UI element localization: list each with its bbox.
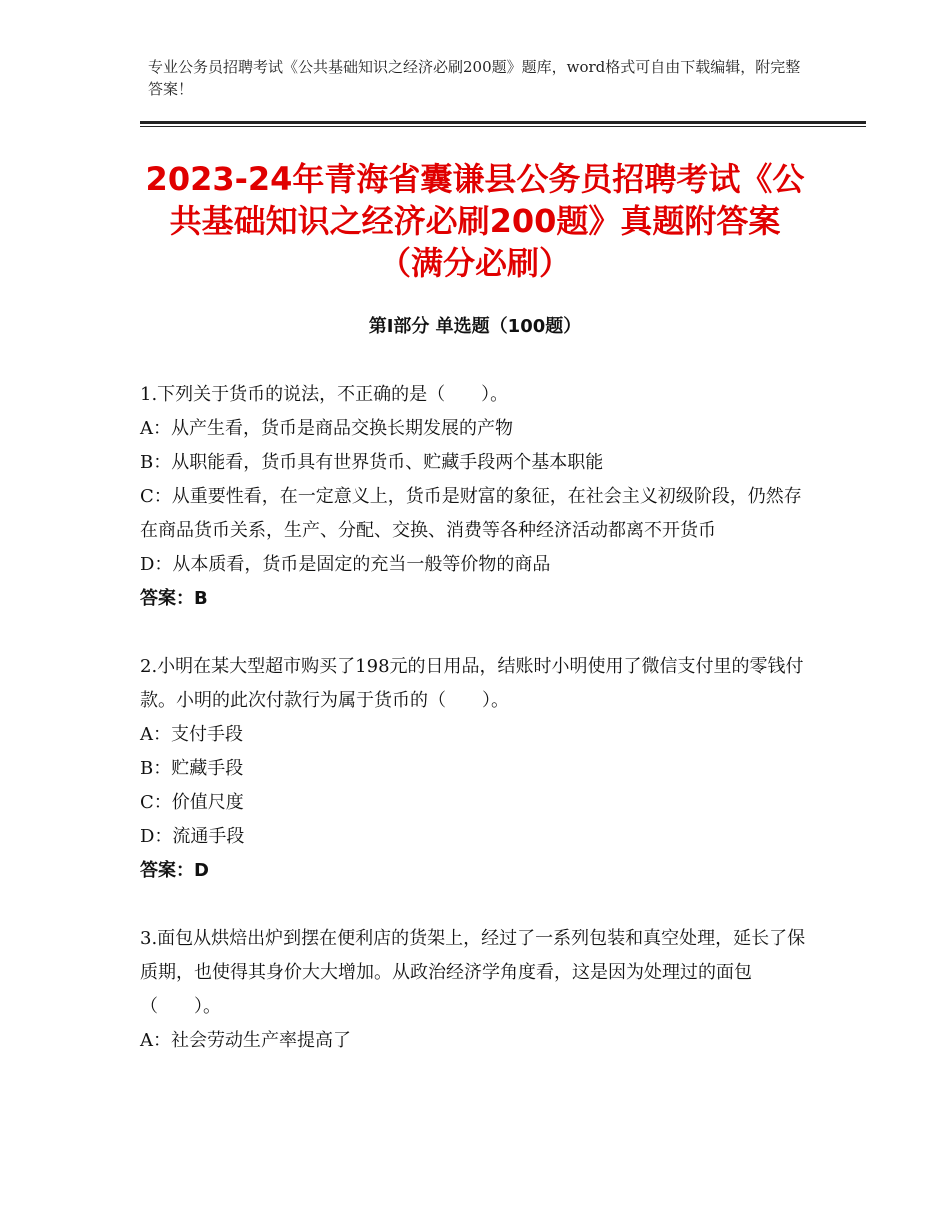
header-divider-thin (140, 126, 866, 127)
option-a: A：从产生看，货币是商品交换长期发展的产物 (140, 418, 513, 439)
question-1 (140, 378, 812, 616)
document-title: 2023-24年青海省囊谦县公务员招聘考试《公共基础知识之经济必刷200题》真题附答案（满分必刷） (145, 160, 805, 282)
question-3 (140, 922, 812, 1058)
option-c: C：价值尺度 (140, 792, 244, 813)
option-c: C：从重要性看，在一定意义上，货币是财富的象征，在社会主义初级阶段，仍然存在商品货币关系，生产、分配、交换、消费等各种经济活动都离不开货币 (140, 486, 802, 541)
section-title: 第Ⅰ部分 单选题（100题） (368, 316, 582, 337)
header-divider-thick (140, 121, 866, 124)
option-b: B：从职能看，货币具有世界货币、贮藏手段两个基本职能 (140, 452, 604, 473)
option-d: D：从本质看，货币是固定的充当一般等价物的商品 (140, 554, 551, 575)
header-note: 专业公务员招聘考试《公共基础知识之经济必刷200题》题库，word格式可自由下载编辑，附完整答案！ (148, 58, 801, 98)
question-list (140, 378, 812, 1092)
answer: 答案：D (140, 860, 209, 881)
option-b: B：贮藏手段 (140, 758, 244, 779)
question-stem: 3.面包从烘焙出炉到摆在便利店的货架上，经过了一系列包装和真空处理，延长了保质期，也使得其身价大大增加。从政治经济学角度看，这是因为处理过的面包（ ）。 (140, 928, 806, 1017)
option-a: A：支付手段 (140, 724, 243, 745)
question-stem: 2.小明在某大型超市购买了198元的日用品，结账时小明使用了微信支付里的零钱付款。小明的此次付款行为属于货币的（ ）。 (140, 656, 804, 711)
question-2 (140, 650, 812, 888)
answer: 答案：B (140, 588, 208, 609)
question-stem: 1.下列关于货币的说法，不正确的是（ ）。 (140, 384, 509, 405)
option-a: A：社会劳动生产率提高了 (140, 1030, 351, 1051)
option-d: D：流通手段 (140, 826, 245, 847)
